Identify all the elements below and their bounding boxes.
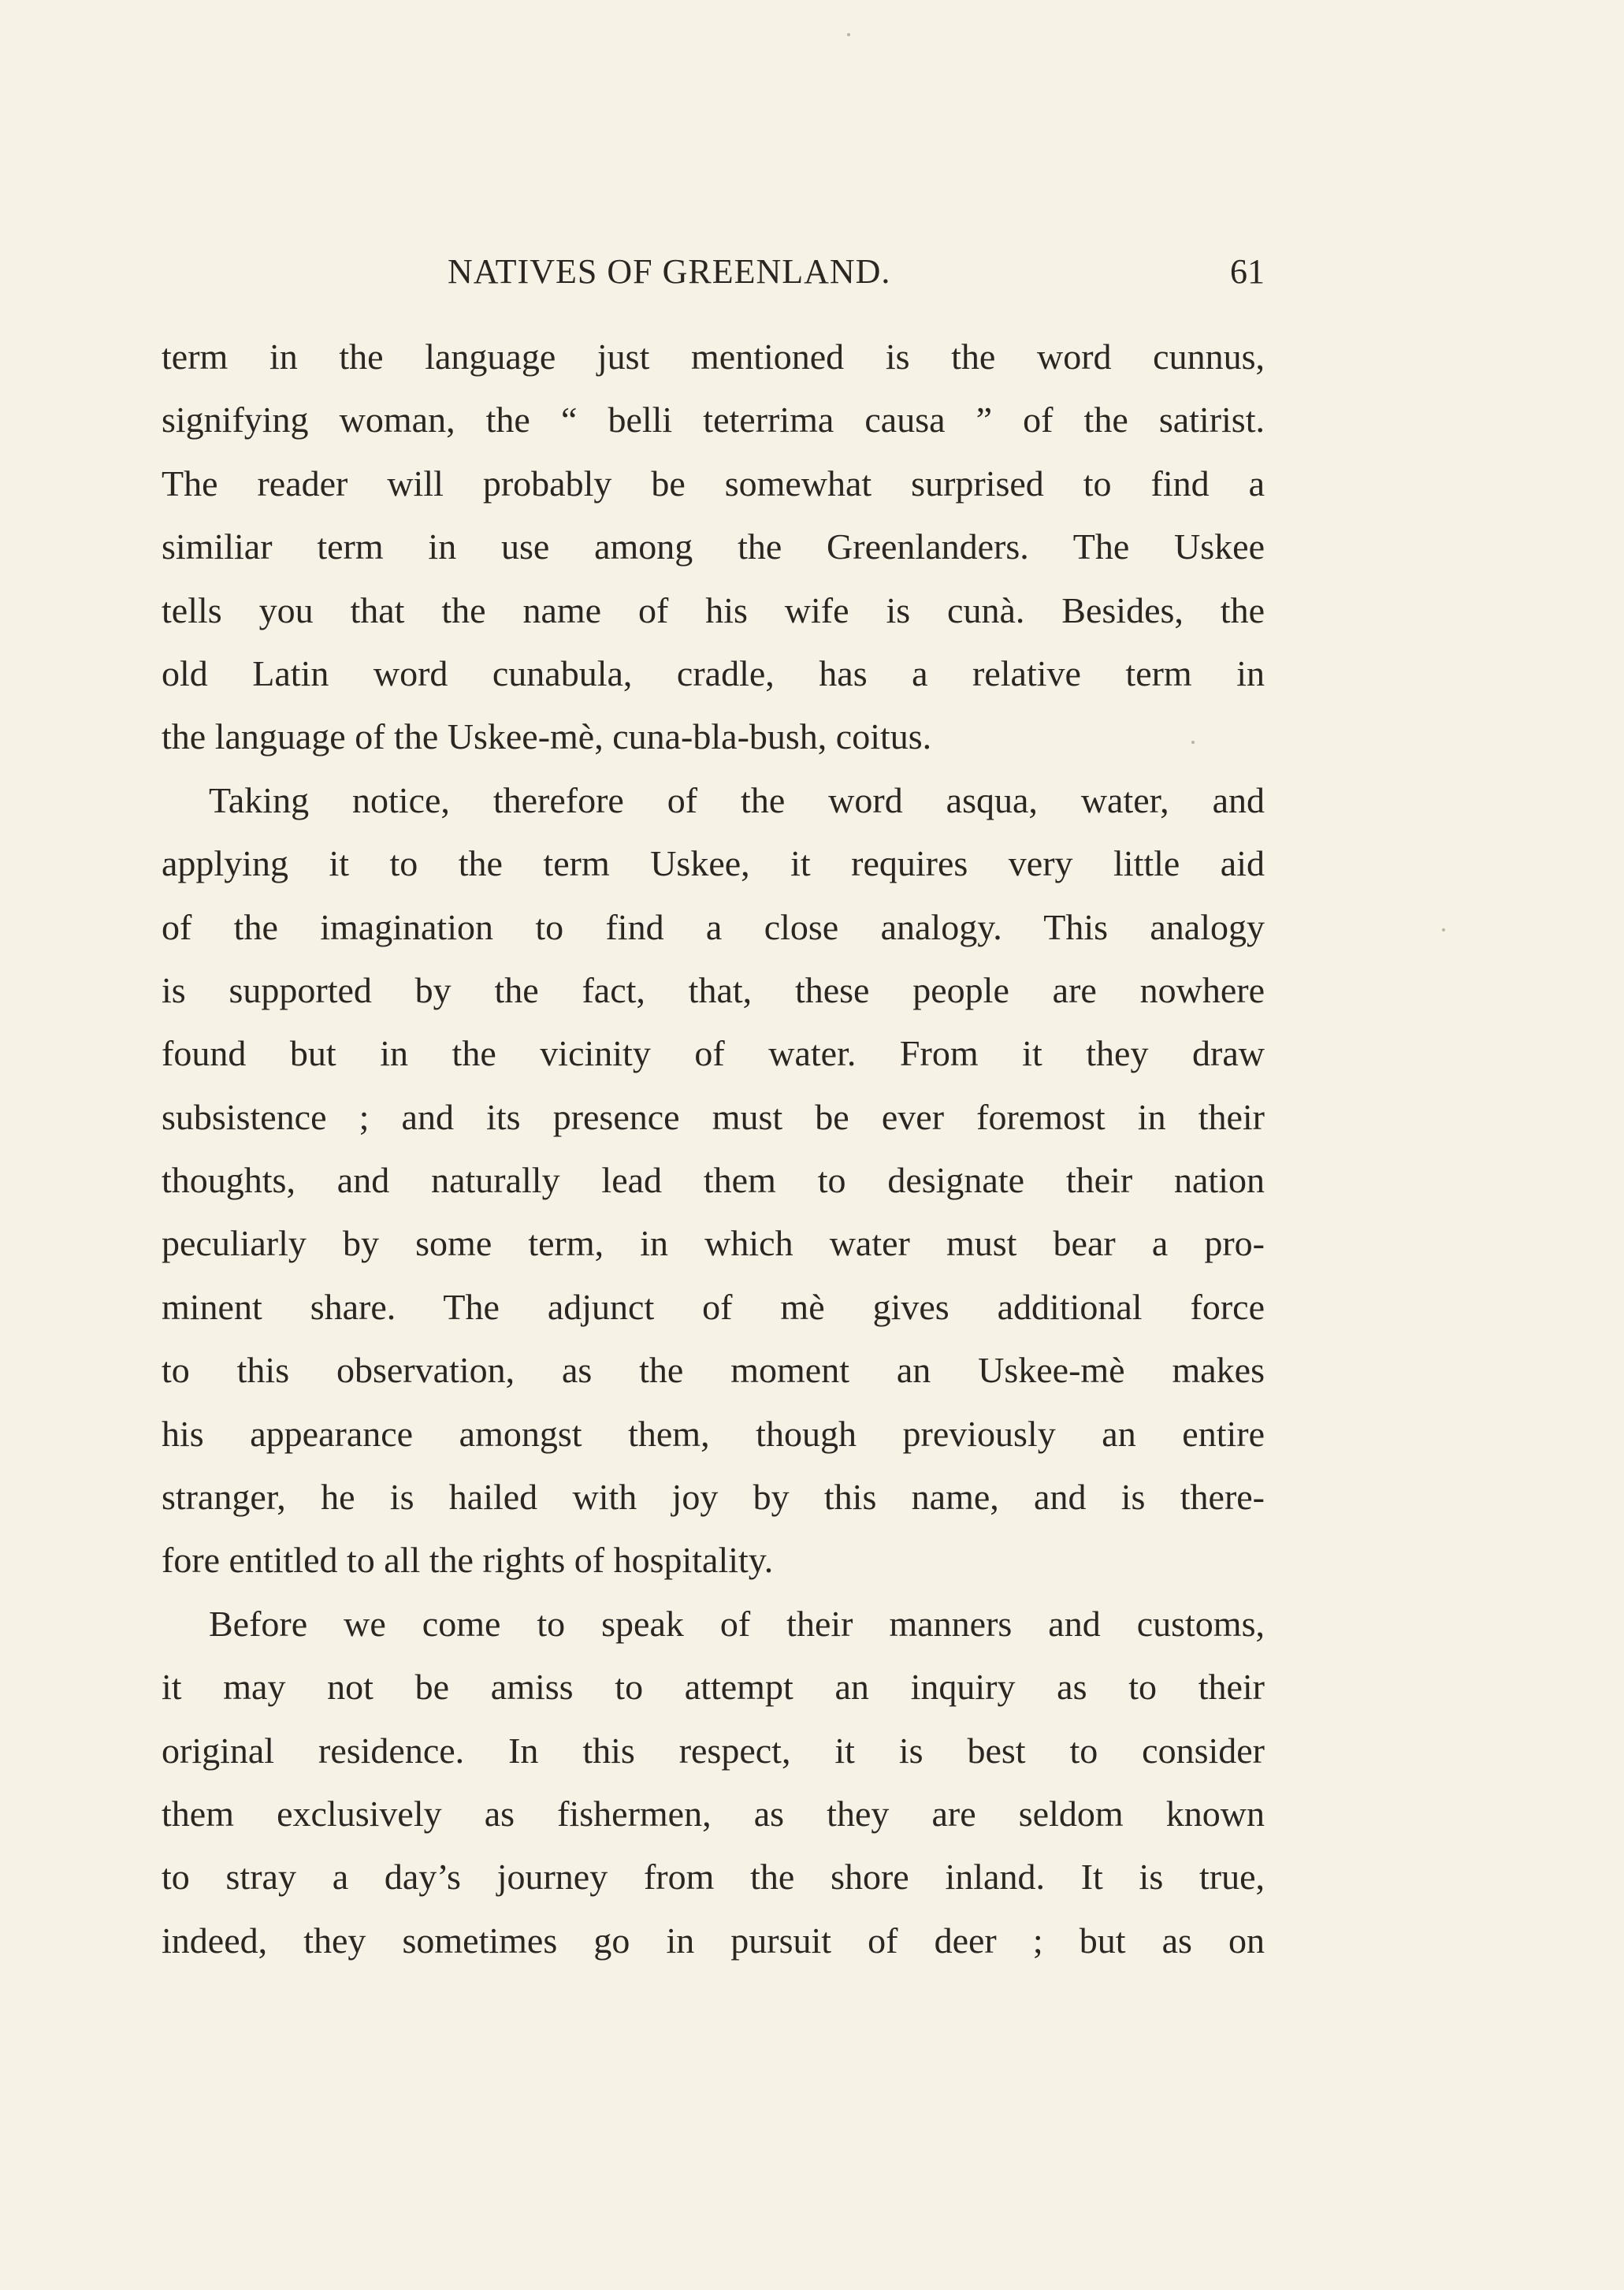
- text-line: similiar term in use among the Greenlanders. The Uskee: [162, 526, 1265, 567]
- text-line: minent share. The adjunct of mè gives additional force: [162, 1286, 1265, 1327]
- text-line: the language of the Uskee-mè, cuna-bla-bush, coitus.: [162, 716, 932, 757]
- text-line: them exclusively as fishermen, as they are seldom known: [162, 1793, 1265, 1834]
- text-line: of the imagination to find a close analogy. This analogy: [162, 906, 1265, 947]
- paper-speck: [1191, 741, 1195, 744]
- text-line: thoughts, and naturally lead them to designate their nation: [162, 1160, 1265, 1201]
- text-line: it may not be amiss to attempt an inquiry as to their: [162, 1667, 1265, 1708]
- text-line: peculiarly by some term, in which water must bear a pro-: [162, 1223, 1265, 1264]
- text-line: tells you that the name of his wife is cunà. Besides, the: [162, 589, 1265, 630]
- text-line: is supported by the fact, that, these people are nowhere: [162, 969, 1265, 1010]
- text-line: applying it to the term Uskee, it requires very little aid: [162, 843, 1265, 884]
- text-line: to this observation, as the moment an Uskee-mè makes: [162, 1350, 1265, 1391]
- text-line: The reader will probably be somewhat surprised to find a: [162, 463, 1265, 504]
- text-line: original residence. In this respect, it is best to consider: [162, 1730, 1265, 1771]
- text-line: stranger, he is hailed with joy by this name, and is there-: [162, 1477, 1265, 1518]
- running-head: [162, 244, 1265, 299]
- page-number: 61: [1230, 252, 1265, 291]
- body-text: [162, 325, 1265, 1972]
- text-line: old Latin word cunabula, cradle, has a relative term in: [162, 652, 1265, 693]
- text-line: signifying woman, the “ belli teterrima causa ” of the satirist.: [162, 400, 1265, 441]
- text-line: subsistence ; and its presence must be ever foremost in their: [162, 1096, 1265, 1137]
- paragraph-start-line: Taking notice, therefore of the word asqua, water, and: [209, 779, 1265, 820]
- text-line: found but in the vicinity of water. From it they draw: [162, 1033, 1265, 1074]
- running-title: NATIVES OF GREENLAND.: [448, 252, 891, 291]
- text-line: to stray a day’s journey from the shore inland. It is true,: [162, 1857, 1265, 1898]
- text-line: his appearance amongst them, though previously an entire: [162, 1413, 1265, 1454]
- paragraph-start-line: Before we come to speak of their manners and customs,: [209, 1603, 1265, 1644]
- text-line: term in the language just mentioned is the word cunnus,: [162, 336, 1265, 377]
- text-line: indeed, they sometimes go in pursuit of deer ; but as on: [162, 1920, 1265, 1961]
- text-line: fore entitled to all the rights of hospitality.: [162, 1540, 774, 1581]
- paper-speck: [1442, 928, 1445, 931]
- paper-speck: [847, 33, 850, 36]
